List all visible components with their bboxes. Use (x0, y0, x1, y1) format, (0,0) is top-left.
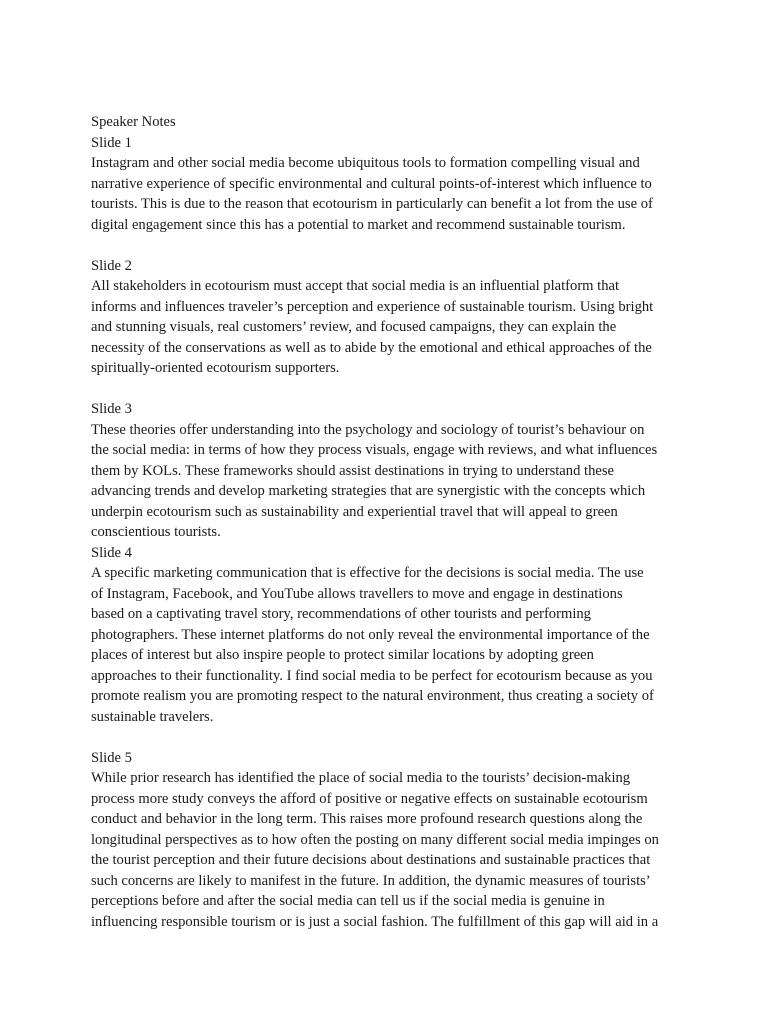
paragraph-line: digital engagement since this has a potential to market and recommend sustainable tourism. (91, 216, 626, 233)
paragraph-line: influencing responsible tourism or is just a social fashion. The fulfillment of this gap will aid in a (91, 913, 659, 930)
paragraph-line: All stakeholders in ecotourism must accept that social media is an influential platform that (91, 278, 620, 294)
slide-notes-paragraph (91, 563, 683, 727)
paragraph-line: advancing trends and develop marketing strategies that are synergistic with the concepts which (91, 483, 646, 499)
paragraph-line: of Instagram, Facebook, and YouTube allows travellers to move and engage in destinations (91, 585, 623, 602)
paragraph-line: them by KOLs. These frameworks should assist destinations in trying to understand these (91, 462, 615, 479)
paragraph-line: informs and influences traveler’s perception and experience of sustainable tourism. Using bright (91, 298, 654, 315)
paragraph-line: process more study conveys the afford of positive or negative effects on sustainable ecotourism (91, 790, 648, 807)
paragraph-line: While prior research has identified the place of social media to the tourists’ decision-making (91, 770, 631, 786)
blank-line (91, 235, 683, 256)
paragraph-line: narrative experience of specific environmental and cultural points-of-interest which influence to (91, 175, 652, 192)
slide-label: Slide 3 (91, 401, 132, 417)
paragraph-line: tourists. This is due to the reason that ecotourism in particularly can benefit a lot from the use of (91, 196, 653, 212)
slide-notes-paragraph (91, 768, 683, 932)
paragraph-line: the social media: in terms of how they process visuals, engage with reviews, and what influences (91, 442, 658, 458)
slide-notes-paragraph (91, 276, 683, 379)
paragraph-line: conscientious tourists. (91, 524, 221, 540)
paragraph-line: approaches to their functionality. I find social media to be perfect for ecotourism because as you (91, 667, 653, 684)
slide-label: Slide 1 (91, 134, 132, 151)
paragraph-line: longitudinal perspectives as to how often the posting on many different social media impinges on (91, 831, 659, 848)
slide-notes-paragraph (91, 153, 683, 235)
document-body (91, 112, 683, 932)
blank-line (91, 727, 683, 748)
paragraph-line: conduct and behavior in the long term. This raises more profound research questions along the (91, 811, 643, 827)
paragraph-line: and stunning visuals, real customers’ review, and focused campaigns, they can explain the (91, 319, 617, 335)
paragraph-line: places of interest but also inspire people to protect similar locations by adopting green (91, 647, 594, 663)
paragraph-line: These theories offer understanding into the psychology and sociology of tourist’s behaviour on (91, 421, 645, 438)
paragraph-line: A specific marketing communication that is effective for the decisions is social media. The use (91, 565, 644, 581)
paragraph-line: perceptions before and after the social media can tell us if the social media is genuine in (91, 893, 605, 909)
slide-label: Slide 4 (91, 544, 132, 561)
paragraph-line: photographers. These internet platforms do not only reveal the environmental importance of the (91, 626, 650, 643)
paragraph-line: sustainable travelers. (91, 708, 214, 725)
paragraph-line: necessity of the conservations as well as to abide by the emotional and ethical approaches of the (91, 339, 652, 356)
paragraph-line: such concerns are likely to manifest in the future. In addition, the dynamic measures of tourists’ (91, 872, 651, 889)
slide-label: Slide 5 (91, 749, 132, 766)
paragraph-line: spiritually-oriented ecotourism supporters. (91, 360, 340, 376)
paragraph-line: promote realism you are promoting respect to the natural environment, thus creating a society of (91, 688, 654, 704)
slide-notes-paragraph (91, 420, 683, 543)
document-heading: Speaker Notes (91, 114, 176, 130)
blank-line (91, 379, 683, 400)
paragraph-line: underpin ecotourism such as sustainability and experiential travel that will appeal to green (91, 503, 618, 520)
paragraph-line: based on a captivating travel story, recommendations of other tourists and performing (91, 606, 591, 622)
paragraph-line: the tourist perception and their future decisions about destinations and sustainable practices that (91, 852, 651, 868)
paragraph-line: Instagram and other social media become ubiquitous tools to formation compelling visual and (91, 155, 640, 171)
slide-label: Slide 2 (91, 257, 132, 274)
